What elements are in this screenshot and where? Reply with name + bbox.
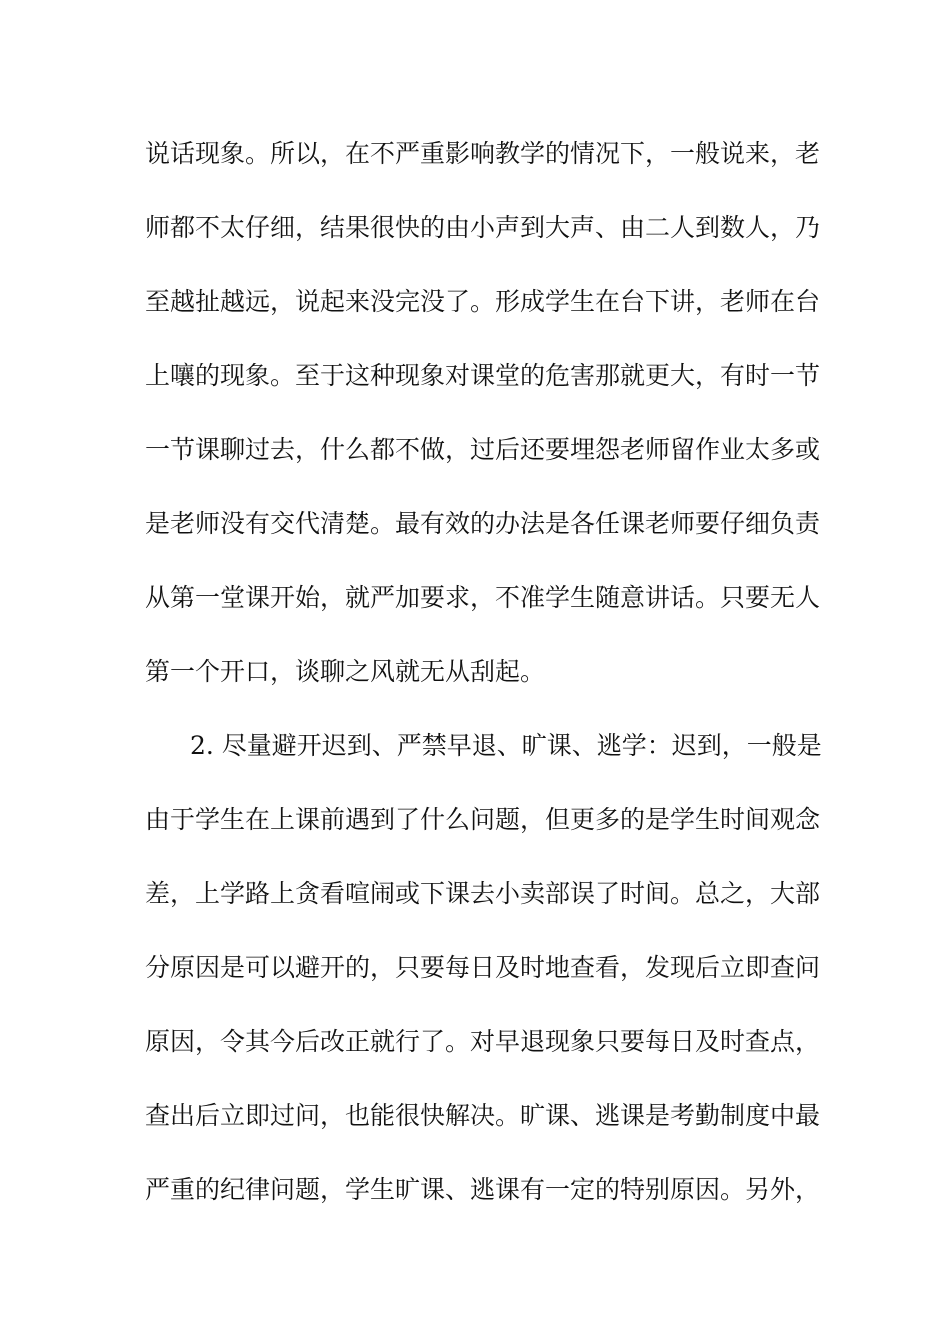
text-line: 说话现象。所以，在不严重影响教学的情况下，一般说来，老 — [145, 139, 821, 168]
text-line: 原因，令其今后改正就行了。对早退现象只要每日及时查点， — [145, 1027, 821, 1056]
text-line: 查出后立即过问，也能很快解决。旷课、逃课是考勤制度中最 — [145, 1101, 821, 1130]
text-line: 一节课聊过去，什么都不做，过后还要埋怨老师留作业太多或 — [145, 435, 821, 464]
text-line: 上嚷的现象。至于这种现象对课堂的危害那就更大，有时一节 — [145, 361, 821, 390]
paragraph-start-line: 2. 尽量避开迟到、严禁早退、旷课、逃学：迟到，一般是 — [190, 731, 822, 760]
text-line: 差，上学路上贪看喧闹或下课去小卖部误了时间。总之，大部 — [145, 879, 821, 908]
text-line: 是老师没有交代清楚。最有效的办法是各任课老师要仔细负责 — [145, 509, 821, 538]
text-line: 师都不太仔细，结果很快的由小声到大声、由二人到数人，乃 — [145, 213, 821, 242]
text-line: 至越扯越远，说起来没完没了。形成学生在台下讲，老师在台 — [145, 287, 821, 316]
text-line: 从第一堂课开始，就严加要求，不准学生随意讲话。只要无人 — [145, 583, 821, 612]
text-line: 严重的纪律问题，学生旷课、逃课有一定的特别原因。另外， — [145, 1175, 821, 1204]
text-line: 由于学生在上课前遇到了什么问题，但更多的是学生时间观念 — [145, 805, 821, 834]
text-line: 第一个开口，谈聊之风就无从刮起。 — [145, 657, 546, 686]
text-line: 分原因是可以避开的，只要每日及时地查看，发现后立即查问 — [145, 953, 821, 982]
